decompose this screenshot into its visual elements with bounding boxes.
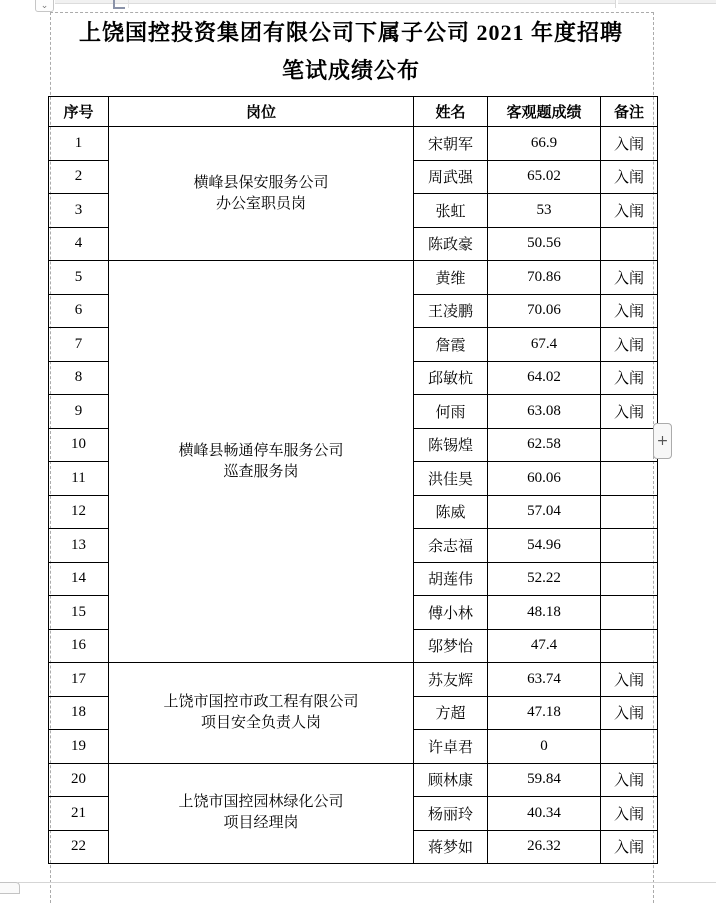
name-cell: 邬梦怡 xyxy=(414,629,488,663)
seq-cell: 18 xyxy=(49,696,109,730)
name-cell: 周武强 xyxy=(414,160,488,194)
score-cell: 40.34 xyxy=(488,797,601,831)
table-row xyxy=(49,663,658,697)
table-row xyxy=(49,127,658,161)
toolbar-divider xyxy=(615,0,618,8)
seq-cell: 13 xyxy=(49,529,109,563)
position-line-2: 项目安全负责人岗 xyxy=(200,714,321,731)
position-cell xyxy=(109,261,414,663)
score-cell: 26.32 xyxy=(488,830,601,864)
remark-cell xyxy=(601,529,658,563)
seq-cell: 2 xyxy=(49,160,109,194)
seq-cell: 3 xyxy=(49,194,109,228)
seq-cell: 1 xyxy=(49,127,109,161)
table-row xyxy=(49,261,658,295)
seq-cell: 9 xyxy=(49,395,109,429)
title-line-2: 笔试成绩公布 xyxy=(281,58,420,83)
remark-cell: 入闱 xyxy=(601,395,658,429)
plus-icon: + xyxy=(656,433,669,449)
seq-cell: 11 xyxy=(49,462,109,496)
chevron-down-icon: ⌄ xyxy=(40,1,49,11)
remark-cell: 入闱 xyxy=(601,294,658,328)
score-cell: 59.84 xyxy=(488,763,601,797)
title-line-1: 上饶国控投资集团有限公司下属子公司 2021 年度招聘 xyxy=(78,20,623,45)
insert-row-button[interactable] xyxy=(653,423,672,459)
position-cell xyxy=(109,127,414,261)
name-cell: 洪佳昊 xyxy=(414,462,488,496)
name-cell: 顾林康 xyxy=(414,763,488,797)
remark-cell: 入闱 xyxy=(601,763,658,797)
name-cell: 许卓君 xyxy=(414,730,488,764)
remark-cell xyxy=(601,428,658,462)
seq-cell: 17 xyxy=(49,663,109,697)
name-cell: 詹霞 xyxy=(414,328,488,362)
seq-cell: 14 xyxy=(49,562,109,596)
name-cell: 张虹 xyxy=(414,194,488,228)
name-cell: 陈威 xyxy=(414,495,488,529)
seq-cell: 20 xyxy=(49,763,109,797)
seq-cell: 10 xyxy=(49,428,109,462)
seq-cell: 8 xyxy=(49,361,109,395)
score-cell: 54.96 xyxy=(488,529,601,563)
position-line-1: 横峰县畅通停车服务公司 xyxy=(178,442,344,459)
score-cell: 60.06 xyxy=(488,462,601,496)
seq-cell: 5 xyxy=(49,261,109,295)
name-cell: 杨丽玲 xyxy=(414,797,488,831)
seq-cell: 19 xyxy=(49,730,109,764)
header-pos: 岗位 xyxy=(109,97,414,127)
remark-cell: 入闱 xyxy=(601,194,658,228)
remark-cell: 入闱 xyxy=(601,361,658,395)
position-line-2: 巡查服务岗 xyxy=(223,463,299,480)
remark-cell: 入闱 xyxy=(601,160,658,194)
bottom-panel-corner xyxy=(0,882,20,894)
score-cell: 52.22 xyxy=(488,562,601,596)
name-cell: 傅小林 xyxy=(414,596,488,630)
score-cell: 50.56 xyxy=(488,227,601,261)
seq-cell: 15 xyxy=(49,596,109,630)
remark-cell: 入闱 xyxy=(601,328,658,362)
remark-cell xyxy=(601,462,658,496)
name-cell: 蒋梦如 xyxy=(414,830,488,864)
remark-cell: 入闱 xyxy=(601,830,658,864)
score-cell: 0 xyxy=(488,730,601,764)
name-cell: 王凌鹏 xyxy=(414,294,488,328)
seq-cell: 12 xyxy=(49,495,109,529)
results-table xyxy=(48,96,658,864)
header-seq: 序号 xyxy=(49,97,109,127)
seq-cell: 6 xyxy=(49,294,109,328)
score-cell: 70.86 xyxy=(488,261,601,295)
score-cell: 63.74 xyxy=(488,663,601,697)
score-cell: 66.9 xyxy=(488,127,601,161)
remark-cell xyxy=(601,629,658,663)
score-cell: 64.02 xyxy=(488,361,601,395)
remark-cell xyxy=(601,730,658,764)
header-score: 客观题成绩 xyxy=(488,97,601,127)
position-cell xyxy=(109,763,414,864)
position-cell xyxy=(109,663,414,764)
results-table-body xyxy=(49,127,658,864)
position-line-2: 办公室职员岗 xyxy=(215,195,306,212)
remark-cell xyxy=(601,227,658,261)
score-cell: 65.02 xyxy=(488,160,601,194)
score-cell: 67.4 xyxy=(488,328,601,362)
header-row xyxy=(49,97,658,127)
name-cell: 黄维 xyxy=(414,261,488,295)
name-cell: 余志福 xyxy=(414,529,488,563)
remark-cell xyxy=(601,562,658,596)
seq-cell: 22 xyxy=(49,830,109,864)
page-title xyxy=(50,14,652,96)
score-cell: 53 xyxy=(488,194,601,228)
remark-cell xyxy=(601,596,658,630)
position-line-1: 上饶市国控园林绿化公司 xyxy=(178,794,344,811)
remark-cell: 入闱 xyxy=(601,127,658,161)
name-cell: 陈锡煌 xyxy=(414,428,488,462)
remark-cell: 入闱 xyxy=(601,261,658,295)
header-name: 姓名 xyxy=(414,97,488,127)
name-cell: 苏友辉 xyxy=(414,663,488,697)
name-cell: 胡莲伟 xyxy=(414,562,488,596)
seq-cell: 4 xyxy=(49,227,109,261)
name-cell: 何雨 xyxy=(414,395,488,429)
score-cell: 48.18 xyxy=(488,596,601,630)
indent-marker-icon xyxy=(113,0,125,9)
name-cell: 邱敏杭 xyxy=(414,361,488,395)
name-cell: 宋朝军 xyxy=(414,127,488,161)
collapse-button[interactable] xyxy=(35,0,54,12)
table-row xyxy=(49,763,658,797)
header-remark: 备注 xyxy=(601,97,658,127)
remark-cell: 入闱 xyxy=(601,797,658,831)
score-cell: 63.08 xyxy=(488,395,601,429)
remark-cell: 入闱 xyxy=(601,696,658,730)
ruler-tick xyxy=(128,0,129,8)
name-cell: 方超 xyxy=(414,696,488,730)
score-cell: 47.18 xyxy=(488,696,601,730)
position-line-2: 项目经理岗 xyxy=(223,815,299,832)
score-cell: 57.04 xyxy=(488,495,601,529)
position-line-1: 上饶市国控市政工程有限公司 xyxy=(163,693,359,710)
score-cell: 47.4 xyxy=(488,629,601,663)
remark-cell: 入闱 xyxy=(601,663,658,697)
bottom-panel-edge xyxy=(18,882,716,883)
seq-cell: 16 xyxy=(49,629,109,663)
score-cell: 62.58 xyxy=(488,428,601,462)
name-cell: 陈政豪 xyxy=(414,227,488,261)
position-line-1: 横峰县保安服务公司 xyxy=(193,174,329,191)
seq-cell: 7 xyxy=(49,328,109,362)
score-cell: 70.06 xyxy=(488,294,601,328)
remark-cell xyxy=(601,495,658,529)
seq-cell: 21 xyxy=(49,797,109,831)
